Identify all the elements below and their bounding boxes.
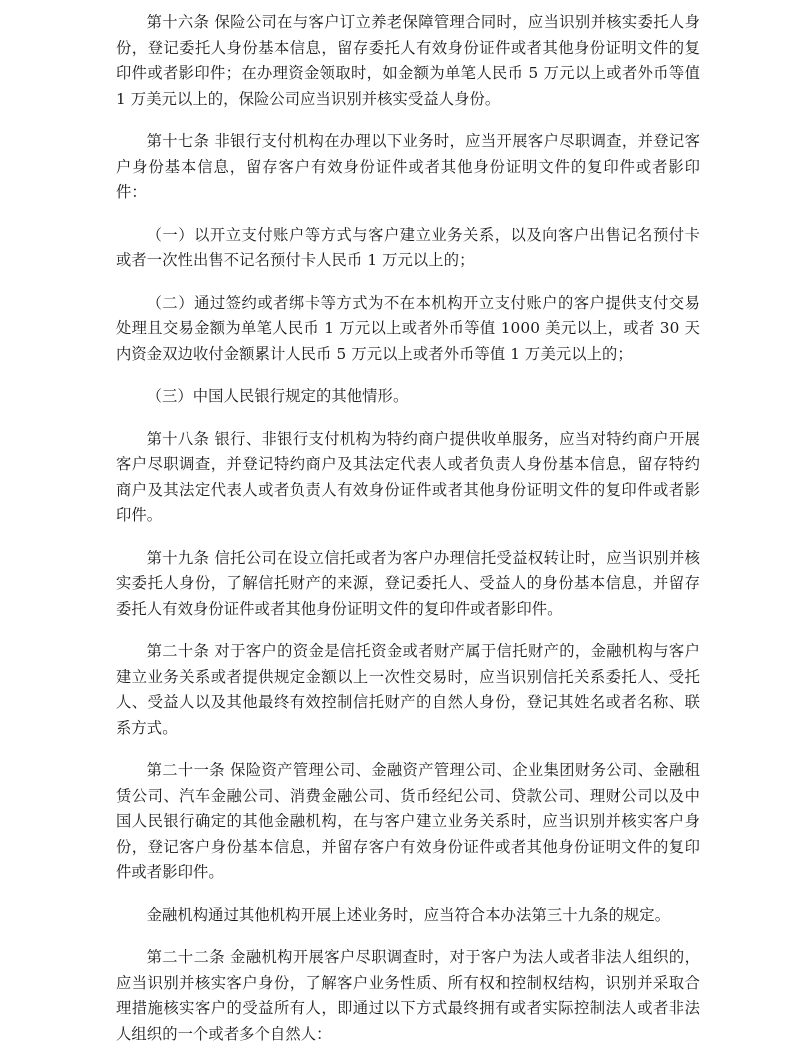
paragraph-article-17-item-2: （二）通过签约或者绑卡等方式为不在本机构开立支付账户的客户提供支付交易处理且交易金额为单笔人民币 1 万元以上或者外币等值 1000 美元以上，或者 30 天内资金双边收付金额累计人民币 5 万元以上或者外币等值 1 万美元以上的；	[116, 293, 700, 363]
paragraph-article-21-para-2: 金融机构通过其他机构开展上述业务时，应当符合本办法第三十九条的规定。	[146, 905, 671, 924]
paragraph-article-20: 第二十条 对于客户的资金是信托资金或者财产属于信托财产的，金融机构与客户建立业务关系或者提供规定金额以上一次性交易时，应当识别信托关系委托人、受托人、受益人以及其他最终有效控制信托财产的自然人身份，登记其姓名或者名称、联系方式。	[116, 642, 700, 737]
paragraph-article-17-item-3: （三）中国人民银行规定的其他情形。	[146, 387, 409, 405]
paragraph-article-22: 第二十二条 金融机构开展客户尽职调查时，对于客户为法人或者非法人组织的，应当识别并核实客户身份，了解客户业务性质、所有权和控制权结构，识别并采取合理措施核实客户的受益所有人，即通过以下方式最终拥有或者实际控制法人或者非法人组织的一个或者多个自然人：	[116, 948, 700, 1043]
paragraph-article-17: 第十七条 非银行支付机构在办理以下业务时，应当开展客户尽职调查，并登记客户身份基本信息，留存客户有效身份证件或者其他身份证明文件的复印件或者影印件：	[116, 132, 700, 201]
paragraph-article-17-item-1: （一）以开立支付账户等方式与客户建立业务关系，以及向客户出售记名预付卡或者一次性出售不记名预付卡人民币 1 万元以上的；	[116, 225, 700, 269]
paragraph-article-21: 第二十一条 保险资产管理公司、金融资产管理公司、企业集团财务公司、金融租赁公司、汽车金融公司、消费金融公司、货币经纪公司、贷款公司、理财公司以及中国人民银行确定的其他金融机构，在与客户建立业务关系时，应当识别并核实客户身份，登记客户身份基本信息，并留存客户有效身份证件或者其他身份证明文件的复印件或者影印件。	[116, 761, 700, 881]
document-body	[116, 10, 700, 1047]
paragraph-article-19: 第十九条 信托公司在设立信托或者为客户办理信托受益权转让时，应当识别并核实委托人身份，了解信托财产的来源，登记委托人、受益人的身份基本信息，并留存委托人有效身份证件或者其他身份证明文件的复印件或者影印件。	[116, 548, 700, 618]
paragraph-article-18: 第十八条 银行、非银行支付机构为特约商户提供收单服务，应当对特约商户开展客户尽职调查，并登记特约商户及其法定代表人或者负责人身份基本信息，留存特约商户及其法定代表人或者负责人有效身份证件或者其他身份证明文件的复印件或者影印件。	[116, 429, 700, 524]
paragraph-article-16: 第十六条 保险公司在与客户订立养老保障管理合同时，应当识别并核实委托人身份，登记委托人身份基本信息，留存委托人有效身份证件或者其他身份证明文件的复印件或者影印件；在办理资金领取时，如金额为单笔人民币 5 万元以上或者外币等值 1 万美元以上的，保险公司应当识别并核实受益人身份。	[116, 13, 700, 108]
